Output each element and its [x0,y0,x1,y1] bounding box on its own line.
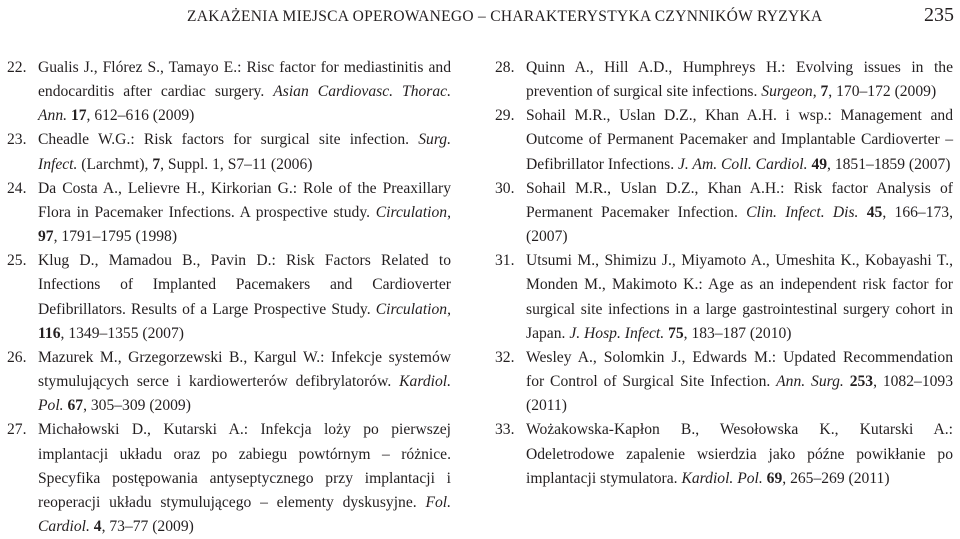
volume-number: 75 [668,324,684,342]
journal-title: Kardiol. Pol. [38,373,451,415]
reference-number: 24. [7,179,27,197]
volume-number: 49 [811,155,828,173]
reference-text-part: Quinn A., Hill A.D., Humphreys H.: Evolving issues in the prevention of surgical site infections. [526,59,953,101]
reference-text [526,177,953,249]
reference-item [7,418,451,539]
volume-number: 7 [820,83,829,101]
reference-item [7,177,451,249]
reference-text-part: Utsumi M., Shimizu J., Miyamoto A., Umeshita K., Kobayashi T., Monden M., Makimoto K.: Age as an independent risk factor for surgical site infections in a large gastrointestinal surgery cohort in Japan. [526,252,953,342]
reference-text [38,249,451,346]
journal-title: Circulation [375,300,448,318]
reference-item [495,56,953,104]
reference-number: 33. [495,421,515,439]
volume-number: 116 [38,324,61,342]
reference-text-part: Sohail M.R., Uslan D.Z., Khan A.H.: Risk factor Analysis of Permanent Pacemaker Infection. [526,179,953,221]
reference-item [7,346,451,418]
reference-text-part: , 305–309 (2009) [83,397,191,415]
reference-number: 25. [7,252,27,270]
reference-text [38,128,451,176]
reference-text-part: , 1349–1355 (2007) [60,324,184,342]
journal-title: Surgeon [761,83,813,101]
reference-number: 26. [7,348,27,366]
reference-item [495,104,953,176]
reference-text-part: Mazurek M., Grzegorzewski B., Kargul W.: Infekcje systemów stymulujących serce i kardiowerterów defibrylatorów. [38,348,451,391]
reference-text-part: Cheadle W.G.: Risk factors for surgical site infection. [38,131,419,149]
reference-item [495,249,953,346]
volume-number: 67 [67,397,84,415]
reference-text-part: , 170–172 (2009) [828,83,937,101]
reference-text [38,56,451,128]
reference-text-part: , 1082–1093 (2011) [526,373,954,415]
reference-number: 31. [495,252,515,270]
reference-text-part: (Larchmt), [77,155,153,173]
reference-text-part: , [447,300,451,318]
reference-text-part: , 183–187 (2010) [683,324,792,342]
reference-item [7,128,451,176]
reference-text-part: , 612–616 (2009) [86,107,195,125]
reference-text [38,346,451,418]
journal-title: J. Am. Coll. Cardiol. [678,155,808,173]
reference-text [526,346,953,418]
journal-title: Kardiol. Pol. [681,469,763,487]
journal-title: Clin. Infect. Dis. [746,203,859,221]
reference-text-part: , 1851–1859 (2007) [827,155,951,173]
reference-number: 23. [7,131,27,149]
volume-number: 69 [766,469,783,487]
reference-number: 30. [495,179,515,197]
reference-text [38,418,451,539]
volume-number: 97 [38,228,54,246]
journal-title: Ann. Surg. [776,373,844,391]
reference-text-part: , 166–173, (2007) [526,203,953,246]
page-header [0,4,960,30]
reference-text [526,104,953,176]
reference-text-part: , 73–77 (2009) [101,517,194,535]
reference-text-part [858,204,866,221]
reference-item [7,56,451,128]
references-left-column [7,56,451,539]
reference-text-part: , [447,203,451,221]
reference-text-part: Klug D., Mamadou B., Pavin D.: Risk Factors Related to Infections of Implanted Pacemakers and Cardioverter Defibrillators. Results of a Large Prospective Study. [38,252,451,318]
reference-text [38,177,451,249]
page-number: 235 [924,4,954,26]
reference-item [495,346,953,418]
reference-text-part: , [812,83,821,101]
reference-text-part: Gualis J., Flórez S., Tamayo E.: Risc factor for mediastinitis and endocarditis after cardiac surgery. [38,59,451,101]
journal-title: Asian Cardiovasc. Thorac. Ann. [38,83,451,125]
reference-text-part: , Suppl. 1, S7–11 (2006) [160,155,313,173]
running-title: ZAKAŻENIA MIEJSCA OPEROWANEGO – CHARAKTERYSTYKA CZYNNIKÓW RYZYKA [187,8,823,25]
reference-number: 29. [495,107,515,125]
reference-text-part: Sohail M.R., Uslan D.Z., Khan A.H. i wsp.: Management and Outcome of Permanent Pacemaker and Implantable Cardioverter – Defibrillator Infections. [526,107,953,173]
reference-text-part: Wesley A., Solomkin J., Edwards M.: Updated Recommendation for Control of Surgical Site Infection. [526,348,953,391]
journal-title: Fol. Cardiol. [38,493,451,535]
volume-number: 4 [93,517,102,535]
journal-title: J. Hosp. Infect. [569,324,665,342]
volume-number: 7 [152,155,161,173]
volume-number: 17 [70,107,87,125]
volume-number: 45 [866,203,883,221]
reference-text [526,249,953,346]
reference-item [495,418,953,490]
reference-text [526,56,953,104]
volume-number: 253 [849,373,874,391]
reference-text-part: Michałowski D., Kutarski A.: Infekcja loży po pierwszej implantacji układu oraz po zabiegu powtórnym – różnice. Specyfika postępowania antyseptycznego przy implantacji i reoperacji układu stymulującego – elementy dyskusyjne. [38,421,451,511]
journal-title: Surg. Infect. [38,131,451,173]
references-right-column [495,56,953,491]
reference-item [495,177,953,249]
reference-text-part: , 265–269 (2011) [782,469,890,487]
reference-number: 27. [7,421,27,439]
reference-number: 32. [495,348,515,366]
reference-item [7,249,451,346]
reference-text [526,418,953,490]
journal-title: Circulation [375,203,448,221]
reference-number: 22. [7,59,27,76]
reference-number: 28. [495,59,515,76]
reference-text-part: Wożakowska-Kapłon B., Wesołowska K., Kutarski A.: Odeletrodowe zapalenie wsierdzia jako późne powikłanie po implantacji stymulatora. [526,421,953,487]
reference-text-part: Da Costa A., Lelievre H., Kirkorian G.: Role of the Preaxillary Flora in Pacemaker Infections. A prospective study. [38,179,451,221]
reference-text-part: , 1791–1795 (1998) [53,228,178,246]
